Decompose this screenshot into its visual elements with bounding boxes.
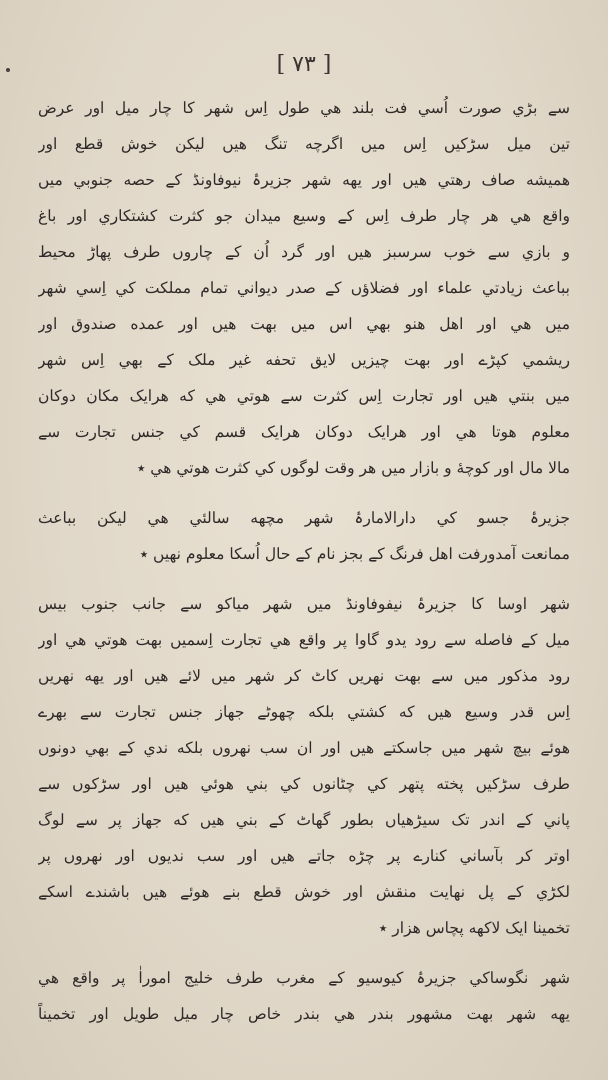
text-line: پاني کے اندر تک سيڑهياں بطور گهاٹ کے بني هيں که جهاز پر سے لوگ [38, 811, 570, 829]
text-line: سے بڑي صورت اُسي فت بلند هي طول اِس شهر کا چار ميل اور عرض [38, 99, 570, 117]
paragraph-3 [38, 586, 570, 946]
text-line: لکڑي کے پل نهايت منقش اور خوش قطع بنے هوئے هيں باشندے اسکے [38, 883, 570, 901]
text-line: هميشه صاف رهتي هيں اور يهه شهر جزيرۂ نيوفاونڈ کے حصه جنوبي ميں [38, 171, 570, 189]
text-line: شهر نگوساکي جزيرۂ کيوسيو کے مغرب طرف خليج اموراٰ پر واقع هي [38, 969, 570, 987]
body-text [38, 90, 570, 1032]
text-line: طرف سڑکيں پخته پتهر کي چٹانوں کي بني هوئي هيں اور سڑکوں سے [38, 775, 570, 793]
text-line: تين ميل سڑکيں اِس ميں اگرچه تنگ هيں ليکن خوش قطع اور [38, 135, 570, 153]
text-line: بباعث زيادتي علماء اور فضلاؤں کے صدر ديواني تمام مملکت کي اِسي شهر [38, 279, 570, 297]
text-line: ميں بنتي هيں اور تجارت اِس کثرت سے هوتي هي که هرايک مکان دوکان [38, 387, 570, 405]
text-line: ميں هي اور اهل هنو بهي اس ميں بهت هيں اور عمده صندوق اور [38, 315, 570, 333]
text-line: رود مذکور ميں سے بهت نهريں کاٹ کر شهر ميں لائے هيں اور يهه نهريں [38, 667, 570, 685]
text-line: واقع هي هر چار طرف اِس کے وسيع ميدان جو کثرت کشتکاري اور باغ [38, 207, 570, 225]
text-line: شهر اوسا کا جزيرۂ نيفوفاونڈ ميں شهر مياکو سے جانب جنوب بيس [38, 595, 570, 613]
text-line: معلوم هوتا هي اور هرايک دوکان هرايک قسم کي جنس تجارت سے [38, 423, 570, 441]
page-number: [ ٧٣ ] [276, 52, 332, 77]
paragraph-4 [38, 960, 570, 1032]
text-line: اِس قدر وسيع هيں که کشتي بلکه چهوٹے جهاز جنس تجارت سے بهرے [38, 703, 570, 721]
text-line: ميل کے فاصله سے رود يدو گاوا پر واقع هي تجارت اِسميں بهت هوتي هي اور [38, 631, 570, 649]
paragraph-1 [38, 90, 570, 486]
text-line: ريشمي کپڑے اور بهت چيزيں لايق تحفه غير ملک کے بهي اِس شهر [38, 351, 570, 369]
text-line: جزيرۂ جسو کي دارالامارۂ شهر مچهه سالئي هي ليکن بباعث [38, 509, 570, 527]
text-line: ممانعت آمدورفت اهل فرنگ کے بجز نام کے حال اُسکا معلوم نهيں ٭ [139, 545, 570, 563]
text-line: تخمينا ايک لاکهه پچاس هزار ٭ [378, 919, 570, 937]
text-line: يهه شهر بهت مشهور بندر هي بندر خاص چار ميل طويل اور تخميناً [38, 1005, 570, 1023]
text-line: و بازي سے خوب سرسبز هيں اور گرد اُن کے چاروں طرف پهاڑ محيط [38, 243, 570, 261]
paragraph-2 [38, 500, 570, 572]
text-line: مالا مال اور کوچهٔ و بازار ميں هر وقت لوگوں کي کثرت هوتي هي ٭ [136, 459, 570, 477]
text-line: هوئے بيچ شهر ميں جاسکتے هيں اور ان سب نهروں بلکه ندي کے بهي دونوں [38, 739, 570, 757]
text-line: اوتر کر بآساني کنارے پر چڑه جاتے هيں اور سب نديوں اور نهروں پر [38, 847, 570, 865]
